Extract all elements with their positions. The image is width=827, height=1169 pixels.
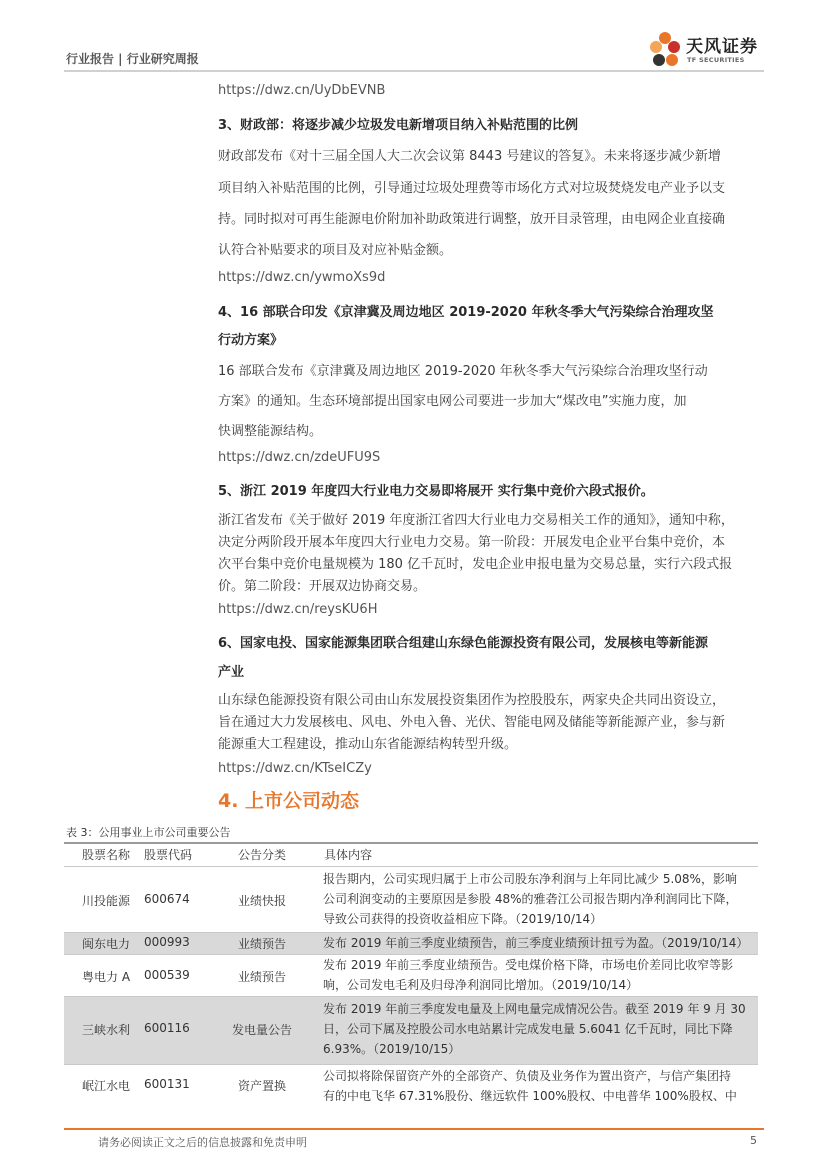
footer-disclaimer: 请务必阅读正文之后的信息披露和免责申明 [98, 1136, 307, 1149]
paragraph-line: 方案》的通知。生态环境部提出国家电网公司要进一步加大“煤改电”实施力度，加 [218, 394, 687, 409]
stock-name: 川投能源 [82, 894, 131, 908]
paragraph-line: 能源重大工程建设，推动山东省能源结构转型升级。 [218, 737, 518, 752]
news-item-title: 6、国家电投、国家能源集团联合组建山东绿色能源投资有限公司，发展核电等新能源 [218, 636, 709, 651]
paragraph-line: 财政部发布《对十三届全国人大二次会议第 8443 号建议的答复》。未来将逐步减少新增 [218, 149, 721, 164]
detail-line: 发布 2019 年前三季度业绩预告，前三季度业绩预计扭亏为盈。（2019/10/14） [323, 936, 749, 950]
paragraph-line: 次平台集中竞价电量规模为 180 亿千瓦时，发电企业申报电量为交易总量，实行六段式报 [218, 557, 733, 572]
stock-code: 600116 [144, 1021, 190, 1035]
source-link[interactable]: https://dwz.cn/zdeUFU9S [218, 450, 381, 465]
stock-name: 粤电力 A [82, 970, 131, 984]
announcement-detail [323, 999, 755, 1059]
detail-line: 发布 2019 年前三季度发电量及上网电量完成情况公告。截至 2019 年 9 月 30 [323, 1002, 746, 1016]
paragraph-line: 浙江省发布《关于做好 2019 年度浙江省四大行业电力交易相关工作的通知》，通知中称， [218, 513, 734, 528]
announcement-category: 资产置换 [237, 1079, 286, 1093]
announcement-category: 业绩快报 [237, 894, 286, 908]
paragraph-line: 持。同时拟对可再生能源电价附加补助政策进行调整，放开目录管理，由电网企业直接确 [218, 212, 726, 227]
news-item-title: 5、浙江 2019 年度四大行业电力交易即将展开 实行集中竞价六段式报价。 [218, 484, 654, 499]
table-row [64, 954, 758, 997]
stock-code: 600674 [144, 892, 190, 906]
paragraph-line: 价。第二阶段：开展双边协商交易。 [218, 579, 427, 594]
stock-code: 600131 [144, 1077, 190, 1091]
paragraph-line: 快调整能源结构。 [218, 424, 323, 439]
column-header-code: 股票代码 [144, 848, 193, 862]
detail-line: 日，公司下属及控股公司水电站累计完成发电量 5.6041 亿千瓦时，同比下降 [323, 1022, 733, 1036]
detail-line: 6.93%。（2019/10/15） [323, 1042, 461, 1056]
stock-code: 000539 [144, 968, 190, 982]
announcement-category: 业绩预告 [237, 970, 286, 984]
paragraph-line: 旨在通过大力发展核电、风电、外电入鲁、光伏、智能电网及储能等新能源产业，参与新 [218, 715, 726, 730]
section-title: 4. 上市公司动态 [218, 790, 360, 812]
detail-line: 报告期内，公司实现归属于上市公司股东净利润与上年同比减少 5.08%，影响 [323, 872, 737, 886]
column-header-category: 公告分类 [237, 848, 286, 862]
detail-line: 公司拟将除保留资产外的全部资产、负债及业务作为置出资产，与信产集团持 [323, 1069, 732, 1083]
table-row [64, 1064, 758, 1109]
news-body [218, 0, 763, 800]
stock-name: 岷江水电 [82, 1079, 131, 1093]
table-row [64, 932, 758, 955]
announcement-detail [323, 869, 755, 929]
source-link[interactable]: https://dwz.cn/KTseICZy [218, 761, 372, 776]
stock-name: 三峡水利 [82, 1023, 131, 1037]
detail-line: 公司利润变动的主要原因是参股 48%的雅砻江公司报告期内净利润同比下降， [323, 892, 738, 906]
detail-line: 有的中电飞华 67.31%股份、继远软件 100%股权、中电普华 100%股权、中 [323, 1089, 737, 1103]
source-link[interactable]: https://dwz.cn/reysKU6H [218, 602, 378, 617]
column-header-name: 股票名称 [82, 848, 131, 862]
paragraph-line: 山东绿色能源投资有限公司由山东发展投资集团作为控股股东，两家央企共同出资设立， [218, 693, 726, 708]
table-caption: 表 3：公用事业上市公司重要公告 [66, 826, 231, 839]
logo-english-name: TF SECURITIES [687, 56, 745, 64]
news-item-title: 3、财政部：将逐步减少垃圾发电新增项目纳入补贴范围的比例 [218, 118, 579, 133]
table-row [64, 866, 758, 933]
paragraph-line: 认符合补贴要求的项目及对应补贴金额。 [218, 243, 453, 258]
news-item-title: 行动方案》 [218, 333, 284, 348]
detail-line: 响，公司发电毛利及归母净利润同比增加。（2019/10/14） [323, 978, 639, 992]
news-item-title: 4、16 部联合印发《京津冀及周边地区 2019-2020 年秋冬季大气污染综合治理攻坚 [218, 305, 714, 320]
table-top-rule [64, 842, 758, 844]
table-row [64, 996, 758, 1065]
announcement-category: 发电量公告 [231, 1023, 292, 1037]
announcement-detail [323, 933, 755, 953]
paragraph-line: 16 部联合发布《京津冀及周边地区 2019-2020 年秋冬季大气污染综合治理攻坚行动 [218, 364, 708, 379]
paragraph-line: 项目纳入补贴范围的比例，引导通过垃圾处理费等市场化方式对垃圾焚烧发电产业予以支 [218, 181, 726, 196]
report-header-title: 行业报告 | 行业研究周报 [66, 52, 199, 66]
column-header-content: 具体内容 [324, 848, 373, 862]
paragraph-line: 决定分两阶段开展本年度四大行业电力交易。第一阶段：开展发电企业平台集中竞价，本 [218, 535, 726, 550]
detail-line: 导致公司获得的投资收益相应下降。（2019/10/14） [323, 912, 603, 926]
footer-divider [64, 1128, 764, 1130]
source-link[interactable]: https://dwz.cn/UyDbEVNB [218, 83, 386, 98]
news-item-title: 产业 [218, 665, 245, 680]
detail-line: 发布 2019 年前三季度业绩预告。受电煤价格下降，市场电价差同比收窄等影 [323, 958, 734, 972]
logo-name: 天风证券 [686, 37, 758, 57]
announcement-category: 业绩预告 [237, 937, 286, 951]
source-link[interactable]: https://dwz.cn/ywmoXs9d [218, 270, 386, 285]
page-number: 5 [750, 1134, 757, 1147]
stock-code: 000993 [144, 935, 190, 949]
stock-name: 闽东电力 [82, 937, 131, 951]
announcement-detail [323, 955, 755, 995]
announcement-detail [323, 1066, 755, 1106]
